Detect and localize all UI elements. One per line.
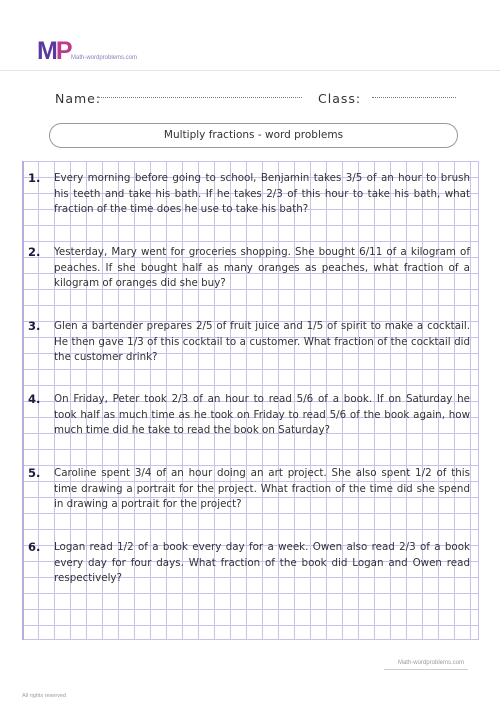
grid-margin-line [22,161,24,640]
question-text: Yesterday, Mary went for groceries shopping. She bought 6/11 of a kilogram of peaches. If she bought half as many oranges as peaches, what fraction of a kilogram of oranges did she buy? [54,246,470,289]
header-divider [0,70,500,71]
question-text: Caroline spent 3/4 of an hour doing an art project. She also spent 1/2 of this time drawing a portrait for the project. What fraction of the time did she spend in drawing a portrait for the project? [54,467,470,510]
question-number: 3. [28,319,41,333]
student-info-row [0,91,500,111]
logo-url: Math-wordproblems.com [71,55,138,61]
logo-letter-m: M [37,37,56,65]
question-text: Every morning before going to school, Benjamin takes 3/5 of an hour to brush his teeth and take his bath. If he takes 2/3 of this hour to take his bath, what fraction of the time does he use to take his bath? [54,172,470,215]
logo-mark [37,38,71,64]
class-label: Class: [318,91,362,106]
question-text: Glen a bartender prepares 2/5 of fruit juice and 1/5 of spirit to make a cocktail. He then gave 1/3 of this cocktail to a customer. What fraction of the cocktail did the customer drink? [54,320,470,363]
question-number: 4. [28,392,41,406]
class-field[interactable] [372,97,456,98]
logo-letter-p: P [55,37,71,65]
brand-logo [37,38,157,68]
question-text: On Friday, Peter took 2/3 of an hour to read 5/6 of a book. If on Saturday he took half as much time as he took on Friday to read 5/6 of the book again, how much time did he take to read the book on Saturday? [54,393,470,436]
question-number: 1. [28,171,41,185]
question-number: 5. [28,466,41,480]
question-number: 6. [28,540,41,554]
name-label: Name: [55,91,102,106]
question-number: 2. [28,245,41,259]
worksheet-title: Multiply fractions - word problems [49,123,458,148]
question-text: Logan read 1/2 of a book every day for a week. Owen also read 2/3 of a book every day for four days. What fraction of the book did Logan and Owen read respectively? [54,541,470,584]
footer-divider [384,669,468,670]
copyright-notice: All rights reserved [22,693,67,699]
footer-url: Math-wordproblems.com [397,660,464,666]
name-field[interactable] [98,97,302,98]
